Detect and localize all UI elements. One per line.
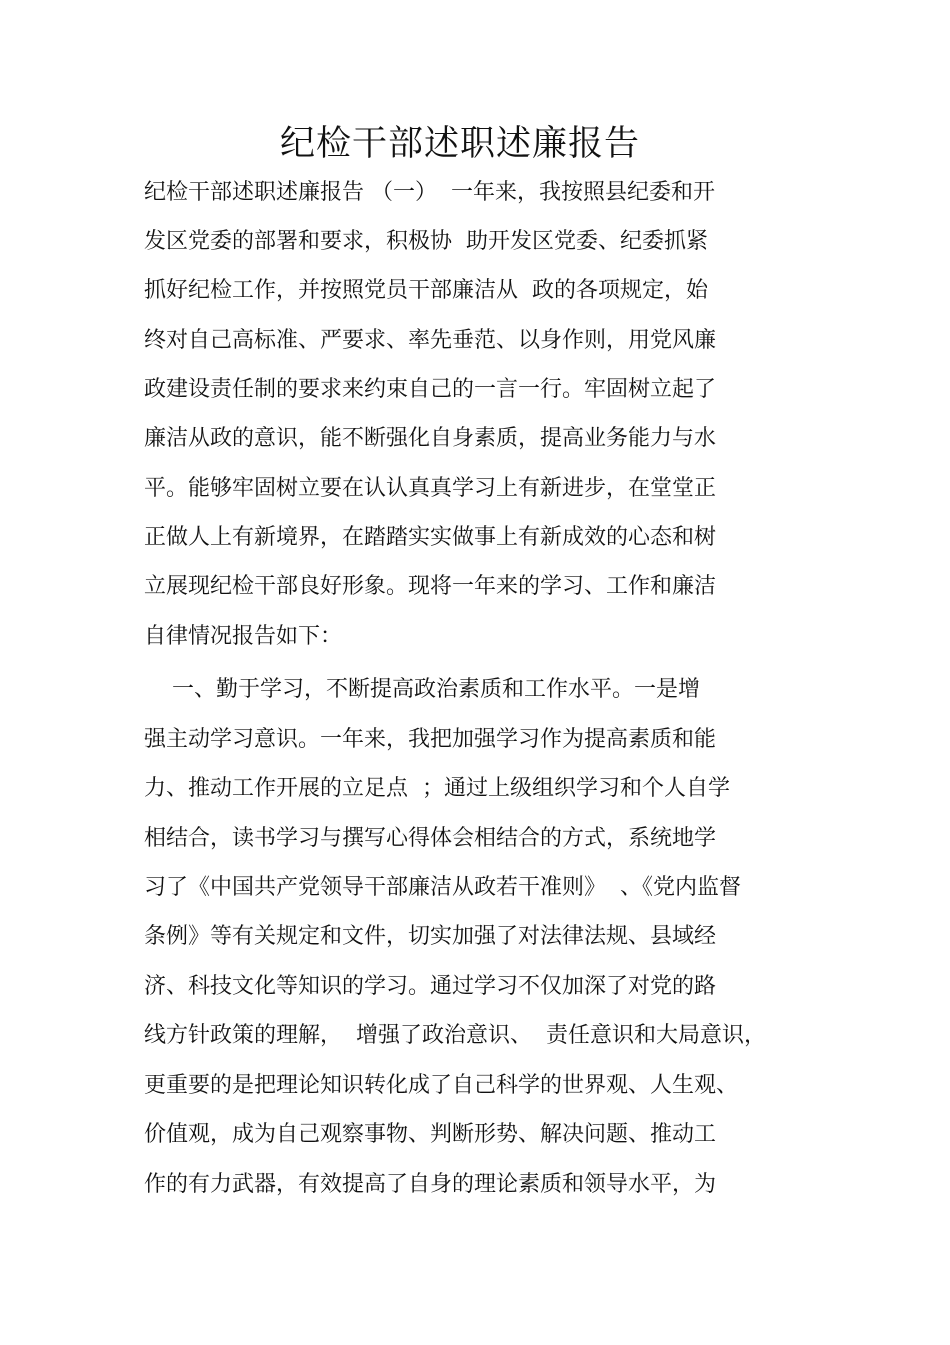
paragraph-line: 发区党委的部署和要求，积极协 助开发区党委、纪委抓紧 (144, 229, 708, 254)
paragraph-line: 更重要的是把理论知识转化成了自己科学的世界观、人生观、 (144, 1073, 739, 1098)
paragraph-line: 廉洁从政的意识，能不断强化自身素质，提高业务能力与水 (144, 426, 717, 451)
paragraph-line: 自律情况报告如下： (144, 624, 343, 649)
paragraph-line: 济、科技文化等知识的学习。通过学习不仅加深了对党的路 (144, 974, 717, 999)
paragraph-line: 平。能够牢固树立要在认认真真学习上有新进步，在堂堂正 (144, 476, 717, 501)
paragraph-line: 力、推动工作开展的立足点 ；通过上级组织学习和个人自学 (144, 776, 730, 801)
paragraph-line: 线方针政策的理解， 增强了政治意识、 责任意识和大局意识， (144, 1023, 766, 1048)
paragraph-line: 一、勤于学习，不断提高政治素质和工作水平。一是增 (144, 677, 700, 702)
paragraph-line: 抓好纪检工作，并按照党员干部廉洁从 政的各项规定，始 (144, 278, 708, 303)
paragraph-line: 价值观，成为自己观察事物、判断形势、解决问题、推动工 (144, 1122, 717, 1147)
paragraph-line: 立展现纪检干部良好形象。现将一年来的学习、工作和廉洁 (144, 574, 717, 599)
paragraph-line: 条例》等有关规定和文件，切实加强了对法律法规、县域经 (144, 924, 717, 949)
paragraph-line: 作的有力武器，有效提高了自身的理论素质和领导水平，为 (144, 1172, 717, 1197)
paragraph-line: 终对自己高标准、严要求、率先垂范、以身作则，用党风廉 (144, 328, 717, 353)
paragraph-line: 相结合，读书学习与撰写心得体会相结合的方式，系统地学 (144, 826, 717, 851)
paragraph-line: 纪检干部述职述廉报告 （一） 一年来，我按照县纪委和开 (144, 180, 715, 205)
paragraph-line: 政建设责任制的要求来约束自己的一言一行。牢固树立起了 (144, 377, 717, 402)
paragraph-line: 正做人上有新境界，在踏踏实实做事上有新成效的心态和树 (144, 525, 717, 550)
paragraph-line: 习了《中国共产党领导干部廉洁从政若干准则》 、《党内监督 (144, 875, 741, 900)
document-title: 纪检干部述职述廉报告 (279, 124, 640, 164)
paragraph-line: 强主动学习意识。一年来，我把加强学习作为提高素质和能 (144, 727, 717, 752)
